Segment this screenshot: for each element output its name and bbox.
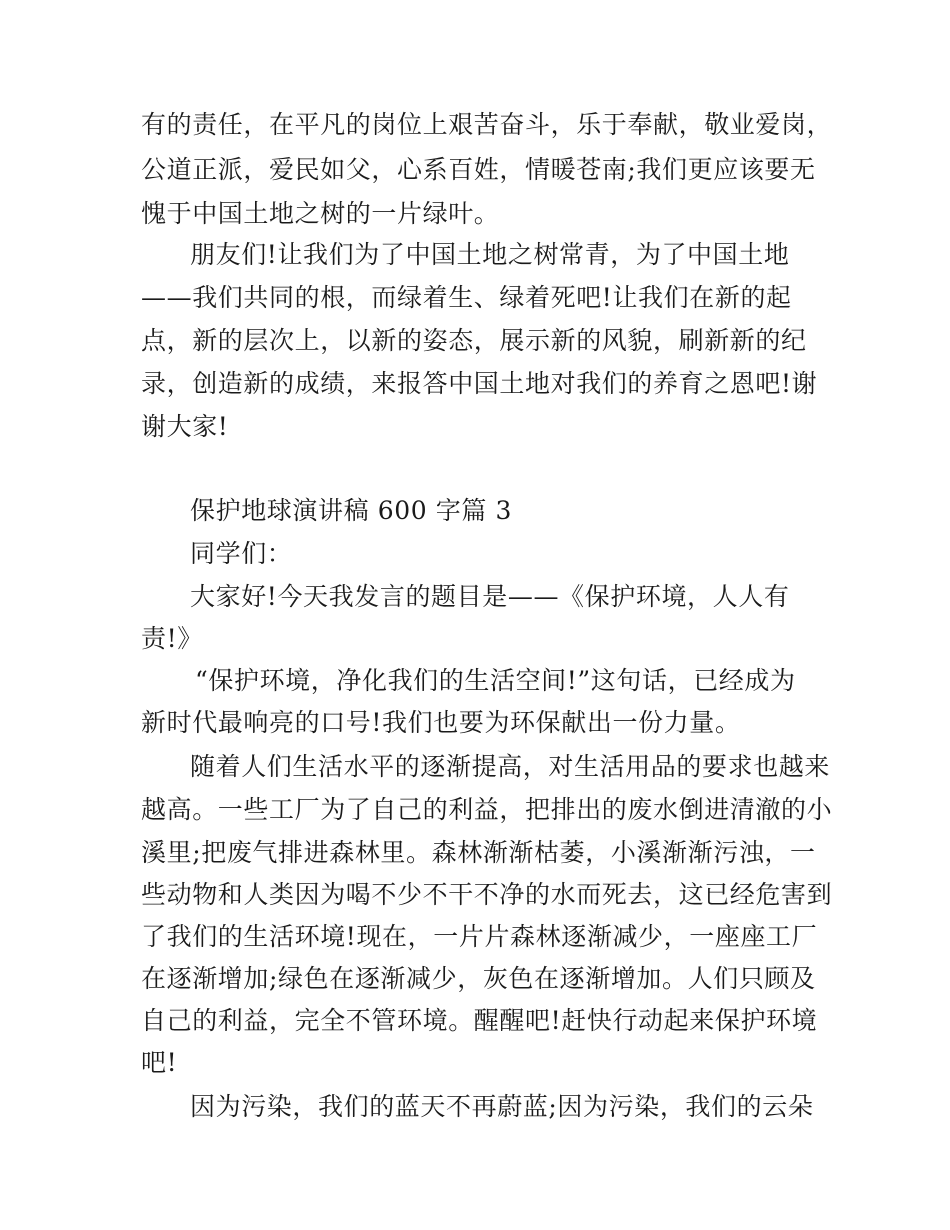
text-line: 吧! xyxy=(141,1048,178,1077)
text-line: ——我们共同的根，而绿着生、绿着死吧!让我们在新的起 xyxy=(141,283,792,312)
paragraph-first-line: 大家好!今天我发言的题目是——《保护环境，人人有 xyxy=(190,582,790,611)
paragraph-first-line: 因为污染，我们的蓝天不再蔚蓝;因为污染，我们的云朵 xyxy=(190,1092,814,1121)
text-line: 公道正派，爱民如父，心系百姓，情暖苍南;我们更应该要无 xyxy=(141,155,816,184)
text-line: 了我们的生活环境!现在，一片片森林逐渐减少，一座座工厂 xyxy=(141,922,818,951)
text-line: 新时代最响亮的口号!我们也要为环保献出一份力量。 xyxy=(141,708,741,737)
salutation: 同学们： xyxy=(190,539,293,568)
text-line: 在逐渐增加;绿色在逐渐减少，灰色在逐渐增加。人们只顾及 xyxy=(141,964,816,993)
text-line: 谢大家! xyxy=(141,412,229,441)
text-line: 点，新的层次上，以新的姿态，展示新的风貌，刷新新的纪 xyxy=(141,326,807,355)
paragraph-first-line: 随着人们生活水平的逐渐提高，对生活用品的要求也越来 xyxy=(190,752,831,781)
text-line: 责!》 xyxy=(141,624,203,653)
text-line: 自己的利益，完全不管环境。醒醒吧!赶快行动起来保护环境 xyxy=(141,1006,818,1035)
text-line: 录，创造新的成绩，来报答中国土地对我们的养育之恩吧!谢 xyxy=(141,369,818,398)
text-line: 越高。一些工厂为了自己的利益，把排出的废水倒进清澈的小 xyxy=(141,795,833,824)
paragraph-first-line: 朋友们!让我们为了中国土地之树常青，为了中国土地 xyxy=(190,240,790,269)
text-line: 溪里;把废气排进森林里。森林渐渐枯萎，小溪渐渐污浊，一 xyxy=(141,838,816,867)
section-heading: 保护地球演讲稿 600 字篇 3 xyxy=(190,496,513,525)
paragraph-first-line: “保护环境，净化我们的生活空间!”这句话，已经成为 xyxy=(195,666,796,695)
text-line: 有的责任，在平凡的岗位上艰苦奋斗，乐于奉献，敬业爱岗， xyxy=(141,110,833,139)
text-line: 些动物和人类因为喝不少不干不净的水而死去，这已经危害到 xyxy=(141,880,833,909)
text-line: 愧于中国土地之树的一片绿叶。 xyxy=(141,199,500,228)
